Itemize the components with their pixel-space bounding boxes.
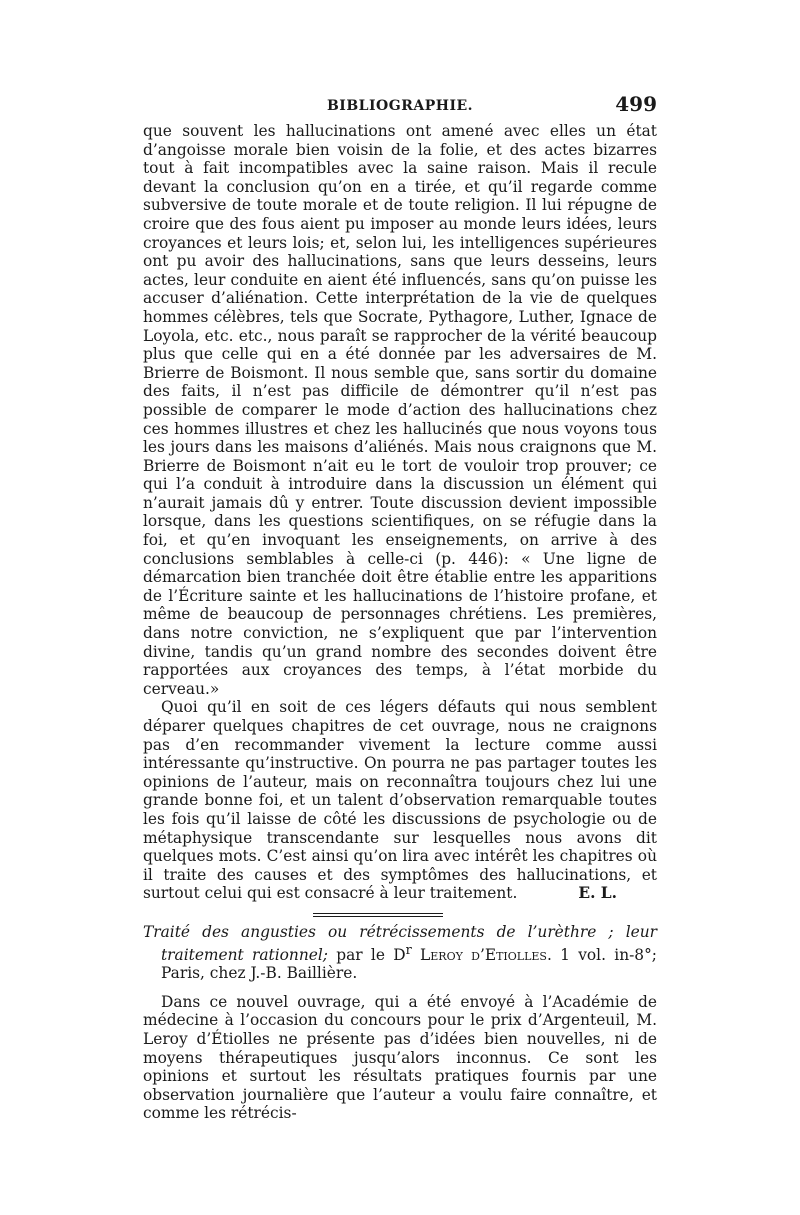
running-header <box>143 92 657 122</box>
book-by: par le D <box>336 945 406 964</box>
book-entry-heading <box>143 923 657 983</box>
book-title: Traité des angusties ou rétrécissements de l’urèthre ; leur traitement rationnel; <box>143 922 657 964</box>
book-details: 1 vol. in-8°; Paris, chez J.-B. Baillière. <box>161 945 657 983</box>
review-paragraph: Dans ce nouvel ouvrage, qui a été envoyé à l’Académie de médecine à l’occasion du concours pour le prix d’Argenteuil, M. Leroy d’Étiolles ne présente pas d’idées bien nouvelles, ni de moyens thérapeutiques jusqu’alors inconnus. Ce sont les opinions et surtout les résultats pratiques fournis par une observation journalière que l’auteur a voulu faire connaître, et comme les rétrécis- <box>143 992 657 1123</box>
book-by-superscript: r <box>405 942 412 958</box>
running-title: BIBLIOGRAPHIE. <box>326 98 474 114</box>
book-page <box>143 92 657 1123</box>
page-number: 499 <box>615 92 657 116</box>
reviewer-signature: E. L. <box>578 884 617 903</box>
section-divider <box>143 903 657 923</box>
divider-rule <box>313 913 443 917</box>
review-paragraph: Quoi qu’il en soit de ces légers défauts qui nous semblent déparer quelques chapitres de cet ouvrage, nous ne craignons pas d’en recommander vivement la lecture comme aussi intéressante qu’instructive. On pourra ne pas partager toutes les opinions de l’auteur, mais on reconnaîtra toujours chez lui une grande bonne foi, et un talent d’observation remarquable toutes les fois qu’il laisse de côté les discussions de psychologie ou de métaphysique transcendante sur lesquelles nous avons dit quelques mots. C’est ainsi qu’on lira avec intérêt les chapitres où il traite des causes et des symptômes des hallucinations, et surtout celui qui est consacré à leur traitement. <box>143 698 657 903</box>
review-text <box>143 122 657 903</box>
review-paragraph: que souvent les hallucinations ont amené avec elles un état d’angoisse morale bien voisin de la folie, et des actes bizarres tout à fait incompatibles avec la saine raison. Mais il recule devant la conclusion qu’on en a tirée, et qu’il regarde comme subversive de toute morale et de toute religion. Il lui répugne de croire que des fous aient pu imposer au monde leurs idées, leurs croyances et leurs lois; et, selon lui, les intelligences supérieures ont pu avoir des hallucinations, sans que leurs desseins, leurs actes, leur conduite en aient été influencés, sans qu’on puisse les accuser d’aliénation. Cette interprétation de la vie de quelques hommes célèbres, tels que Socrate, Pythagore, Luther, Ignace de Loyola, etc. etc., nous paraît se rapprocher de la vérité beaucoup plus que celle qui en a été donnée par les adversaires de M. Brierre de Boismont. Il nous semble que, sans sortir du domaine des faits, il n’est pas difficile de démontrer qu’il n’est pas possible de comparer le mode d’action des hallucinations chez ces hommes illustres et chez les hallucinés que nous voyons tous les jours dans les maisons d’aliénés. Mais nous craignons que M. Brierre de Boismont n’ait eu le tort de vouloir trop prouver; ce qui l’a conduit à introduire dans la discussion un élément qui n’aurait jamais dû y entrer. Toute discussion devient impossible lorsque, dans les questions scientifiques, on se réfugie dans la foi, et qu’en invoquant les enseignements, on arrive à des conclusions semblables à celle-ci (p. 446): « Une ligne de démarcation bien tranchée doit être établie entre les apparitions de l’Écriture sainte et les hallucinations de l’histoire profane, et même de beaucoup de personnages chrétiens. Les premières, dans notre conviction, ne s’expliquent que par l’intervention divine, tandis qu’un grand nombre des secondes doivent être rapportées aux croyances des temps, à l’état morbide du cerveau.» <box>143 122 657 698</box>
book-author: Leroy d’Etiolles. <box>420 945 552 964</box>
next-review-text <box>143 993 657 1123</box>
